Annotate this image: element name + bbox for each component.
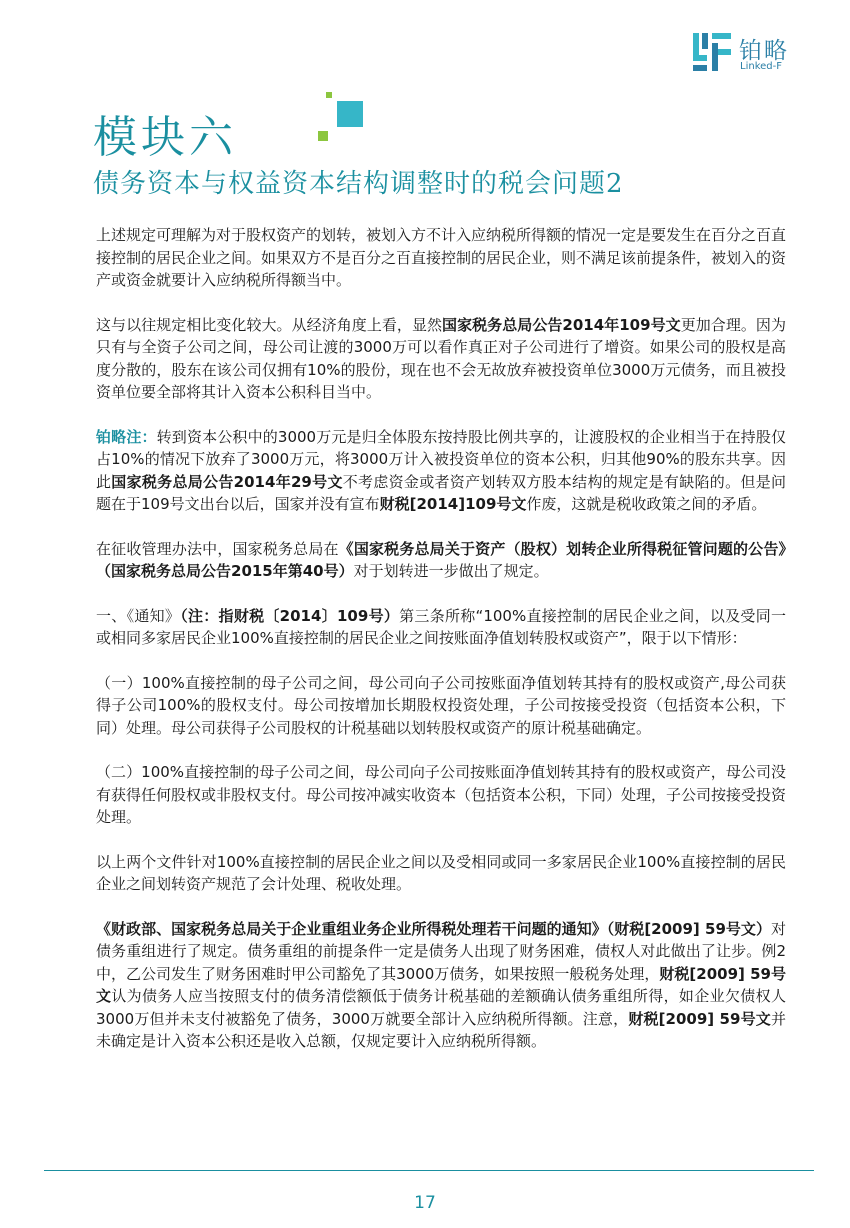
footer-divider: [44, 1170, 814, 1171]
bold-reference: 《国家税务总局关于资产（股权）划转企业所得税征管问题的公告》（国家税务总局公告2015年第40号）: [96, 539, 786, 580]
text-segment: （一）100%直接控制的母子公司之间，母公司向子公司按账面净值划转其持有的股权或资产,母公司获得子公司100%的股权支付。母公司按增加长期股权投资处理，子公司按接受投资（包括资本公积，下同）处理。母公司获得子公司股权的计税基础以划转股权或资产的原计税基础确定。: [96, 673, 786, 737]
bold-reference: 《财政部、国家税务总局关于企业重组业务企业所得税处理若干问题的通知》（财税[2009] 59号文）: [96, 919, 771, 938]
paragraph: [96, 851, 786, 896]
text-segment: 在征收管理办法中，国家税务总局在: [96, 539, 339, 558]
text-segment: 上述规定可理解为对于股权资产的划转，被划入方不计入应纳税所得额的情况一定是要发生在百分之百直接控制的居民企业之间。如果双方不是百分之百直接控制的居民企业，则不满足该前提条件，被划入的资产或资金就要计入应纳税所得额当中。: [96, 226, 787, 289]
paragraph: [96, 918, 786, 1053]
logo-name: 铂略: [739, 38, 789, 64]
paragraph: [96, 538, 786, 583]
bold-reference: 财税[2009] 59号文: [96, 964, 786, 1005]
paragraph: [96, 224, 786, 292]
body-text: [96, 224, 786, 1075]
text-segment: 这与以往规定相比变化较大。从经济角度上看，显然: [96, 315, 443, 334]
logo-subtitle: Linked-F: [740, 61, 782, 72]
paragraph: [96, 605, 786, 650]
paragraph: [96, 426, 786, 516]
text-segment: 以上两个文件针对100%直接控制的居民企业之间以及受相同或同一多家居民企业100%直接控制的居民企业之间划转资产规范了会计处理、税收处理。: [96, 852, 786, 893]
bold-reference: 国家税务总局公告2014年109号文: [442, 315, 681, 334]
page-number: 17: [414, 1193, 436, 1213]
bold-reference: 财税[2009] 59号文: [628, 1009, 771, 1028]
paragraph: [96, 314, 786, 404]
text-segment: （二）100%直接控制的母子公司之间，母公司向子公司按账面净值划转其持有的股权或资产，母公司没有获得任何股权或非股权支付。母公司按冲减实收资本（包括资本公积，下同）处理，子公司按接受投资处理。: [96, 763, 787, 826]
text-segment: 更加合理。因为只有与全资子公司之间，母公司让渡的3000万可以看作真正对子公司进行了增资。如果公司的股权是高度分散的，股东在该公司仅拥有10%的股份，现在也不会无故放弃被投资单位3000万元债务，而且被投资单位要全部将其计入资本公积科目当中。: [96, 315, 786, 401]
linked-f-logo-icon: [693, 33, 731, 71]
paragraph: [96, 672, 786, 740]
text-segment: 第三条所称“100%直接控制的居民企业之间，以及受同一或相同多家居民企业100%直接控制的居民企业之间按账面净值划转股权或资产”，限于以下情形：: [96, 606, 786, 647]
text-segment: 不考虑资金或者资产划转双方股本结构的规定是有缺陷的。但是问题在于109号文出台以后，国家并没有宣布: [96, 472, 786, 513]
text-segment: 作废，这就是税收政策之间的矛盾。: [526, 495, 767, 513]
note-label: 铂略注：: [96, 427, 157, 446]
logo: [693, 30, 823, 74]
bold-reference: （注：指财税〔2014〕109号）: [180, 606, 400, 625]
text-segment: 认为债务人应当按照支付的债务清偿额低于债务计税基础的差额确认债务重组所得，如企业欠债权人3000万但并未支付被豁免了债务，3000万就要全部计入应纳税所得额。注意，: [96, 987, 786, 1028]
bold-reference: 国家税务总局公告2014年29号文: [111, 472, 343, 491]
text-segment: 一、《通知》: [96, 606, 181, 625]
decorative-squares-icon: [315, 92, 365, 144]
section-subtitle: 债务资本与权益资本结构调整时的税会问题2: [93, 169, 624, 199]
bold-reference: 财税[2014]109号文: [379, 495, 527, 513]
text-segment: 并未确定是计入资本公积还是收入总额，仅规定要计入应纳税所得额。: [96, 1009, 786, 1050]
module-title: 模块六: [93, 112, 237, 163]
text-segment: 转到资本公积中的3000万元是归全体股东按持股比例共享的，让渡股权的企业相当于在持股仅占10%的情况下放弃了3000万元，将3000万计入被投资单位的资本公积，归其他90%的股东共享。因此: [96, 427, 786, 491]
text-segment: 对于划转进一步做出了规定。: [353, 562, 549, 580]
text-segment: 对债务重组进行了规定。债务重组的前提条件一定是债务人出现了财务困难，债权人对此做出了让步。例2中，乙公司发生了财务困难时甲公司豁免了其3000万债务，如果按照一般税务处理，: [96, 919, 786, 983]
paragraph: [96, 761, 786, 829]
